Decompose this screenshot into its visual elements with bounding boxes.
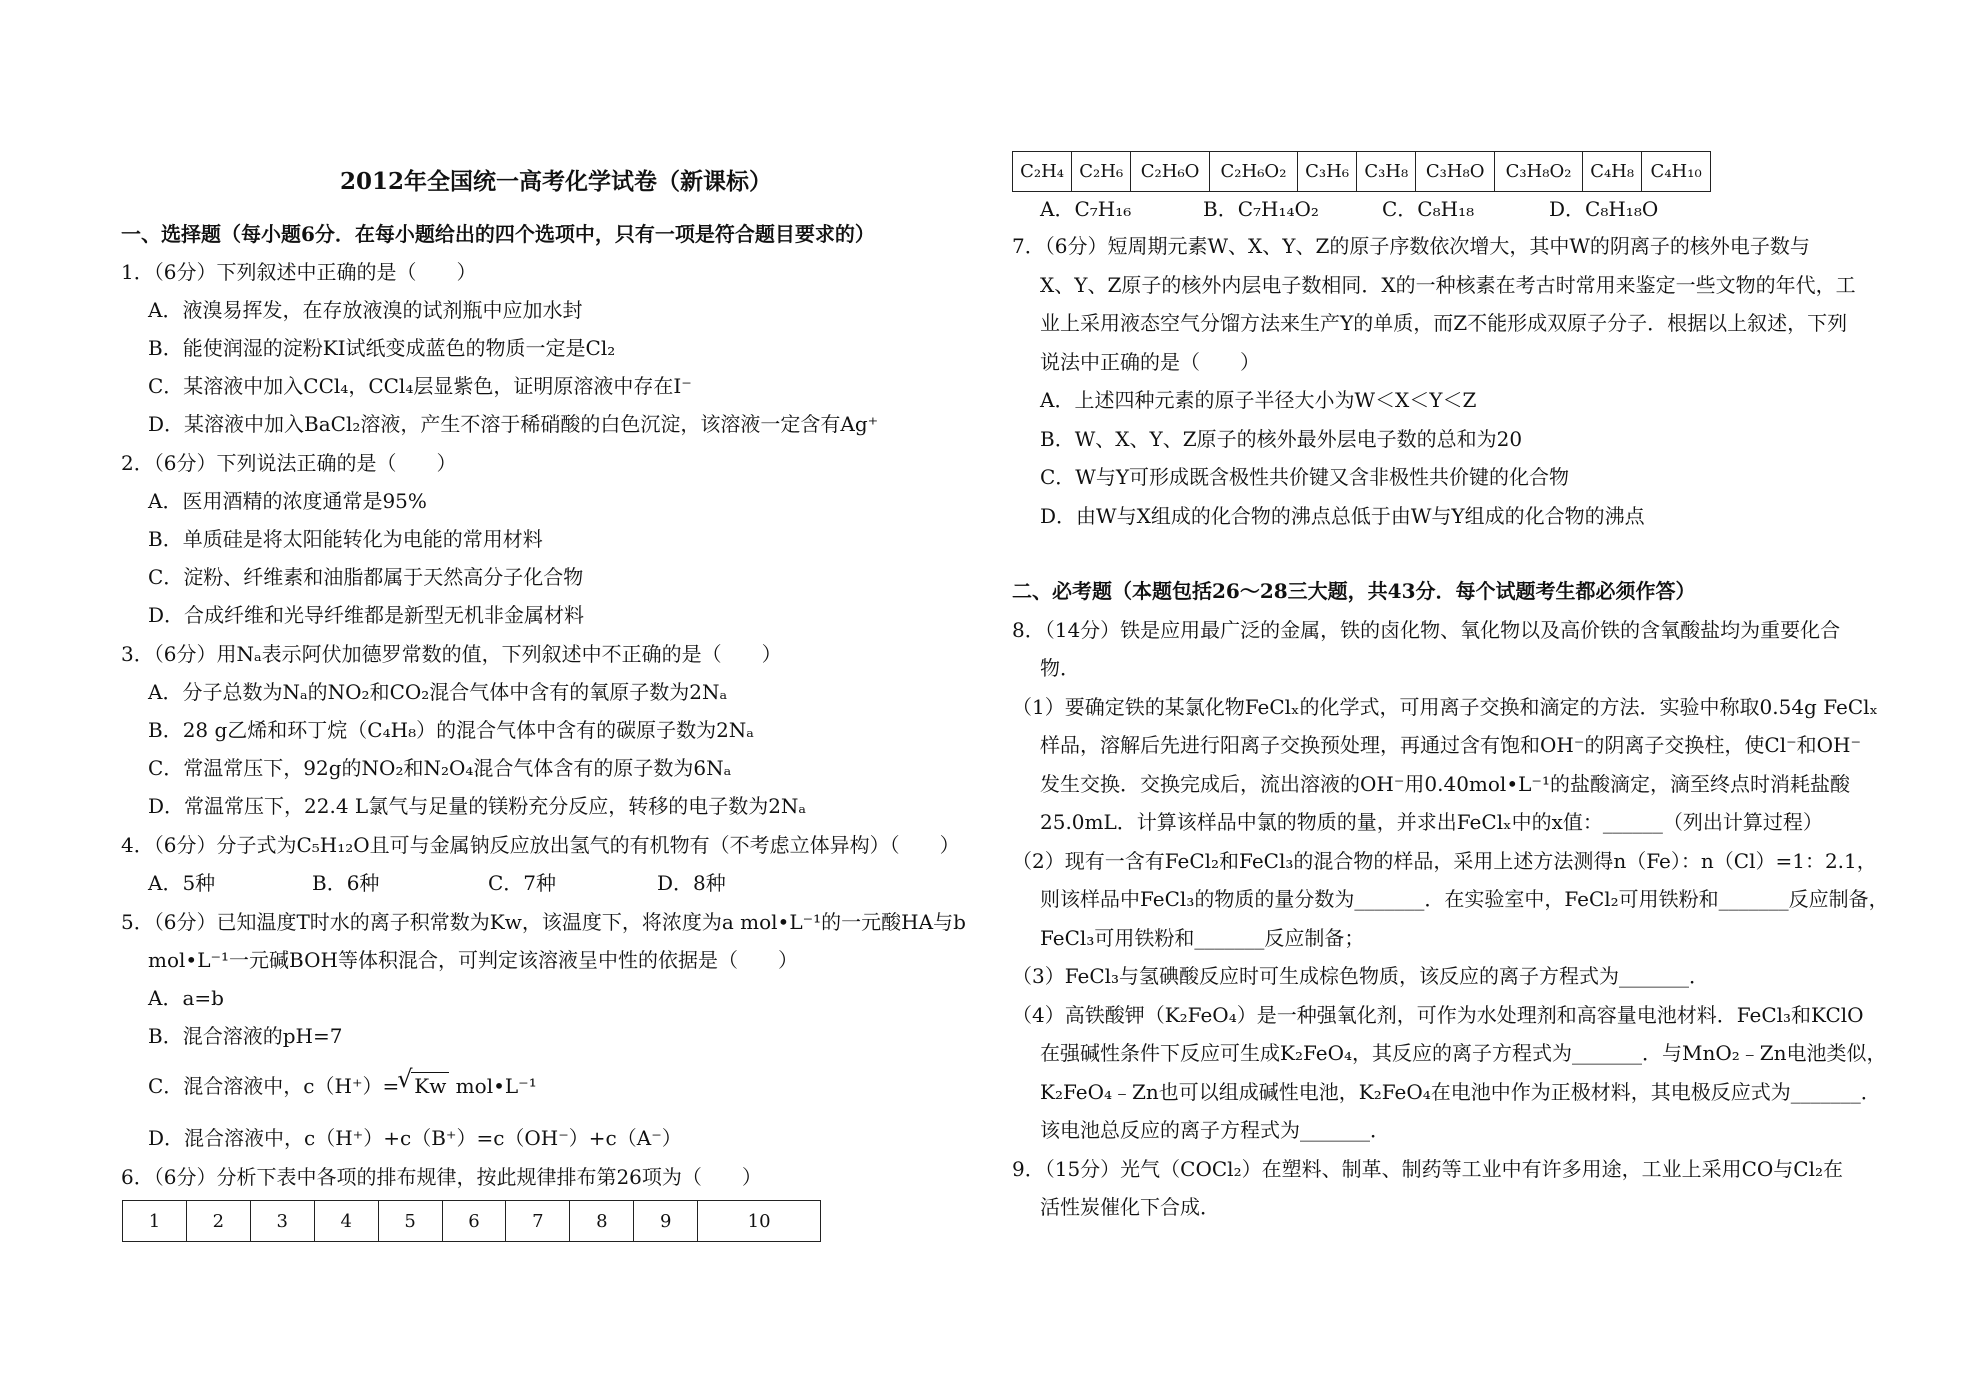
table-cell: C₄H₈ (1583, 152, 1642, 192)
q5-stem-line2: mol•L⁻¹一元碱BOH等体积混合，可判定该溶液呈中性的依据是（ ） (148, 948, 798, 972)
q6-option-d: D．C₈H₁₈O (1549, 197, 1659, 221)
q8-part1-line2: 样品，溶解后先进行阳离子交换预处理，再通过含有饱和OH⁻的阴离子交换柱，使Cl⁻和OH⁻ (1040, 733, 1862, 757)
q7-option-d: D．由W与X组成的化合物的沸点总低于由W与Y组成的化合物的沸点 (1040, 504, 1645, 528)
q7-option-b: B．W、X、Y、Z原子的核外最外层电子数的总和为20 (1040, 427, 1523, 451)
q8-part1-line1: （1）要确定铁的某氯化物FeClₓ的化学式，可用离子交换和滴定的方法．实验中称取0.54g FeClₓ (1012, 695, 1879, 719)
q8-stem-line1: 8．（14分）铁是应用最广泛的金属，铁的卤化物、氧化物以及高价铁的含氧酸盐均为重要化合 (1012, 618, 1841, 642)
q6-option-b: B．C₇H₁₄O₂ (1203, 197, 1319, 221)
q6-stem: 6．（6分）分析下表中各项的排布规律，按此规律排布第26项为（ ） (121, 1165, 762, 1189)
sqrt-symbol (399, 1072, 449, 1099)
page-title: 2012年全国统一高考化学试卷（新课标） (339, 168, 772, 195)
q8-part4-line4: 该电池总反应的离子方程式为_______． (1040, 1118, 1390, 1142)
q6-option-c: C．C₈H₁₈ (1382, 197, 1475, 221)
table-cell: 3 (250, 1201, 314, 1242)
q2-option-d: D．合成纤维和光导纤维都是新型无机非金属材料 (148, 603, 585, 627)
q4-option-d: D．8种 (657, 871, 726, 895)
q8-part1-line3: 发生交换．交换完成后，流出溶液的OH⁻用0.40mol•L⁻¹的盐酸滴定，滴至终点时消耗盐酸 (1040, 772, 1850, 796)
table-cell: 7 (506, 1201, 570, 1242)
q4-stem: 4．（6分）分子式为C₅H₁₂O且可与金属钠反应放出氢气的有机物有（不考虑立体异构）（ ） (121, 833, 960, 857)
q1-option-b: B．能使润湿的淀粉KI试纸变成蓝色的物质一定是Cl₂ (148, 336, 616, 360)
q1-stem: 1．（6分）下列叙述中正确的是（ ） (121, 260, 477, 284)
table-cell: 4 (314, 1201, 378, 1242)
q4-option-b: B．6种 (312, 871, 380, 895)
table-cell: 5 (378, 1201, 442, 1242)
q9-stem-line1: 9．（15分）光气（COCl₂）在塑料、制革、制药等工业中有许多用途，工业上采用CO与Cl₂在 (1012, 1157, 1844, 1181)
q2-stem: 2．（6分）下列说法正确的是（ ） (121, 451, 457, 475)
q5-option-c (148, 1072, 537, 1099)
table-cell: C₃H₆ (1298, 152, 1357, 192)
q9-stem-line2: 活性炭催化下合成． (1040, 1195, 1220, 1219)
section-1-heading: 一、选择题（每小题6分．在每小题给出的四个选项中，只有一项是符合题目要求的） (121, 222, 875, 246)
q7-stem-line3: 业上采用液态空气分馏方法来生产Y的单质，而Z不能形成双原子分子．根据以上叙述，下列 (1040, 311, 1848, 335)
q5-option-c-prefix: C．混合溶液中，c（H⁺）= (148, 1074, 400, 1098)
q6-formula-table (1012, 151, 1711, 192)
q8-part1-line4: 25.0mL．计算该样品中氯的物质的量，并求出FeClₓ中的x值：______（列出计算过程） (1040, 810, 1823, 834)
q4-option-c: C．7种 (488, 871, 557, 895)
q5-radicand: Kw (411, 1072, 449, 1099)
q6-number-table (122, 1200, 821, 1242)
table-cell: 1 (123, 1201, 187, 1242)
q7-stem-line4: 说法中正确的是（ ） (1040, 350, 1260, 374)
q8-part4-line2: 在强碱性条件下反应可生成K₂FeO₄，其反应的离子方程式为_______．与MnO₂﹣Zn电池类似， (1040, 1041, 1887, 1065)
table-cell: 10 (698, 1201, 821, 1242)
q2-option-b: B．单质硅是将太阳能转化为电能的常用材料 (148, 527, 543, 551)
table-cell: 6 (442, 1201, 506, 1242)
q4-option-a: A．5种 (148, 871, 216, 895)
q1-option-a: A．液溴易挥发，在存放液溴的试剂瓶中应加水封 (148, 298, 583, 322)
q2-option-a: A．医用酒精的浓度通常是95% (148, 489, 427, 513)
table-cell: C₃H₈O (1416, 152, 1495, 192)
q8-part2-line3: FeCl₃可用铁粉和_______反应制备； (1040, 926, 1365, 950)
table-cell: C₂H₆O₂ (1209, 152, 1297, 192)
q5-option-a: A．a=b (148, 986, 224, 1010)
q5-stem-line1: 5．（6分）已知温度T时水的离子积常数为Kw，该温度下，将浓度为a mol•L⁻¹的一元酸HA与b (121, 910, 966, 934)
table-cell: 8 (570, 1201, 634, 1242)
q5-option-b: B．混合溶液的pH=7 (148, 1024, 343, 1048)
q7-option-a: A．上述四种元素的原子半径大小为W＜X＜Y＜Z (1040, 388, 1477, 412)
table-cell: C₃H₈ (1357, 152, 1416, 192)
q7-stem-line1: 7．（6分）短周期元素W、X、Y、Z的原子序数依次增大，其中W的阴离子的核外电子数与 (1012, 234, 1810, 258)
q5-option-c-unit: mol•L⁻¹ (449, 1074, 537, 1098)
q3-option-d: D．常温常压下，22.4 L氯气与足量的镁粉充分反应，转移的电子数为2Nₐ (148, 794, 807, 818)
q3-option-a: A．分子总数为Nₐ的NO₂和CO₂混合气体中含有的氧原子数为2Nₐ (148, 680, 728, 704)
q8-stem-line2: 物． (1040, 656, 1080, 680)
table-cell: C₂H₆O (1131, 152, 1210, 192)
q3-stem: 3．（6分）用Nₐ表示阿伏加德罗常数的值，下列叙述中不正确的是（ ） (121, 642, 782, 666)
table-cell: C₂H₄ (1013, 152, 1072, 192)
q6-option-a: A．C₇H₁₆ (1040, 197, 1132, 221)
q8-part2-line2: 则该样品中FeCl₃的物质的量分数为_______．在实验室中，FeCl₂可用铁粉和_______反应制备， (1040, 887, 1889, 911)
q8-part2-line1: （2）现有一含有FeCl₂和FeCl₃的混合物的样品，采用上述方法测得n（Fe）：n（Cl）=1：2.1， (1012, 849, 1877, 873)
q7-stem-line2: X、Y、Z原子的核外内层电子数相同．X的一种核素在考古时常用来鉴定一些文物的年代，工 (1040, 273, 1856, 297)
table-cell: 2 (186, 1201, 250, 1242)
q8-part4-line1: （4）高铁酸钾（K₂FeO₄）是一种强氧化剂，可作为水处理剂和高容量电池材料．FeCl₃和KClO (1012, 1003, 1864, 1027)
section-2-heading: 二、必考题（本题包括26～28三大题，共43分．每个试题考生都必须作答） (1012, 579, 1696, 603)
table-cell: C₂H₆ (1072, 152, 1131, 192)
q3-option-c: C．常温常压下，92g的NO₂和N₂O₄混合气体含有的原子数为6Nₐ (148, 756, 732, 780)
q5-option-d: D．混合溶液中，c（H⁺）+c（B⁺）=c（OH⁻）+c（A⁻） (148, 1126, 682, 1150)
q7-option-c: C．W与Y可形成既含极性共价键又含非极性共价键的化合物 (1040, 465, 1570, 489)
q1-option-d: D．某溶液中加入BaCl₂溶液，产生不溶于稀硝酸的白色沉淀，该溶液一定含有Ag⁺ (148, 412, 879, 436)
q8-part3: （3）FeCl₃与氢碘酸反应时可生成棕色物质，该反应的离子方程式为_______． (1012, 964, 1710, 988)
q3-option-b: B．28 g乙烯和环丁烷（C₄H₈）的混合气体中含有的碳原子数为2Nₐ (148, 718, 755, 742)
table-cell: C₄H₁₀ (1642, 152, 1711, 192)
q2-option-c: C．淀粉、纤维素和油脂都属于天然高分子化合物 (148, 565, 584, 589)
table-cell: C₃H₈O₂ (1494, 152, 1582, 192)
table-cell: 9 (634, 1201, 698, 1242)
q8-part4-line3: K₂FeO₄﹣Zn也可以组成碱性电池，K₂FeO₄在电池中作为正极材料，其电极反应式为_______． (1040, 1080, 1881, 1104)
q1-option-c: C．某溶液中加入CCl₄，CCl₄层显紫色，证明原溶液中存在I⁻ (148, 374, 692, 398)
